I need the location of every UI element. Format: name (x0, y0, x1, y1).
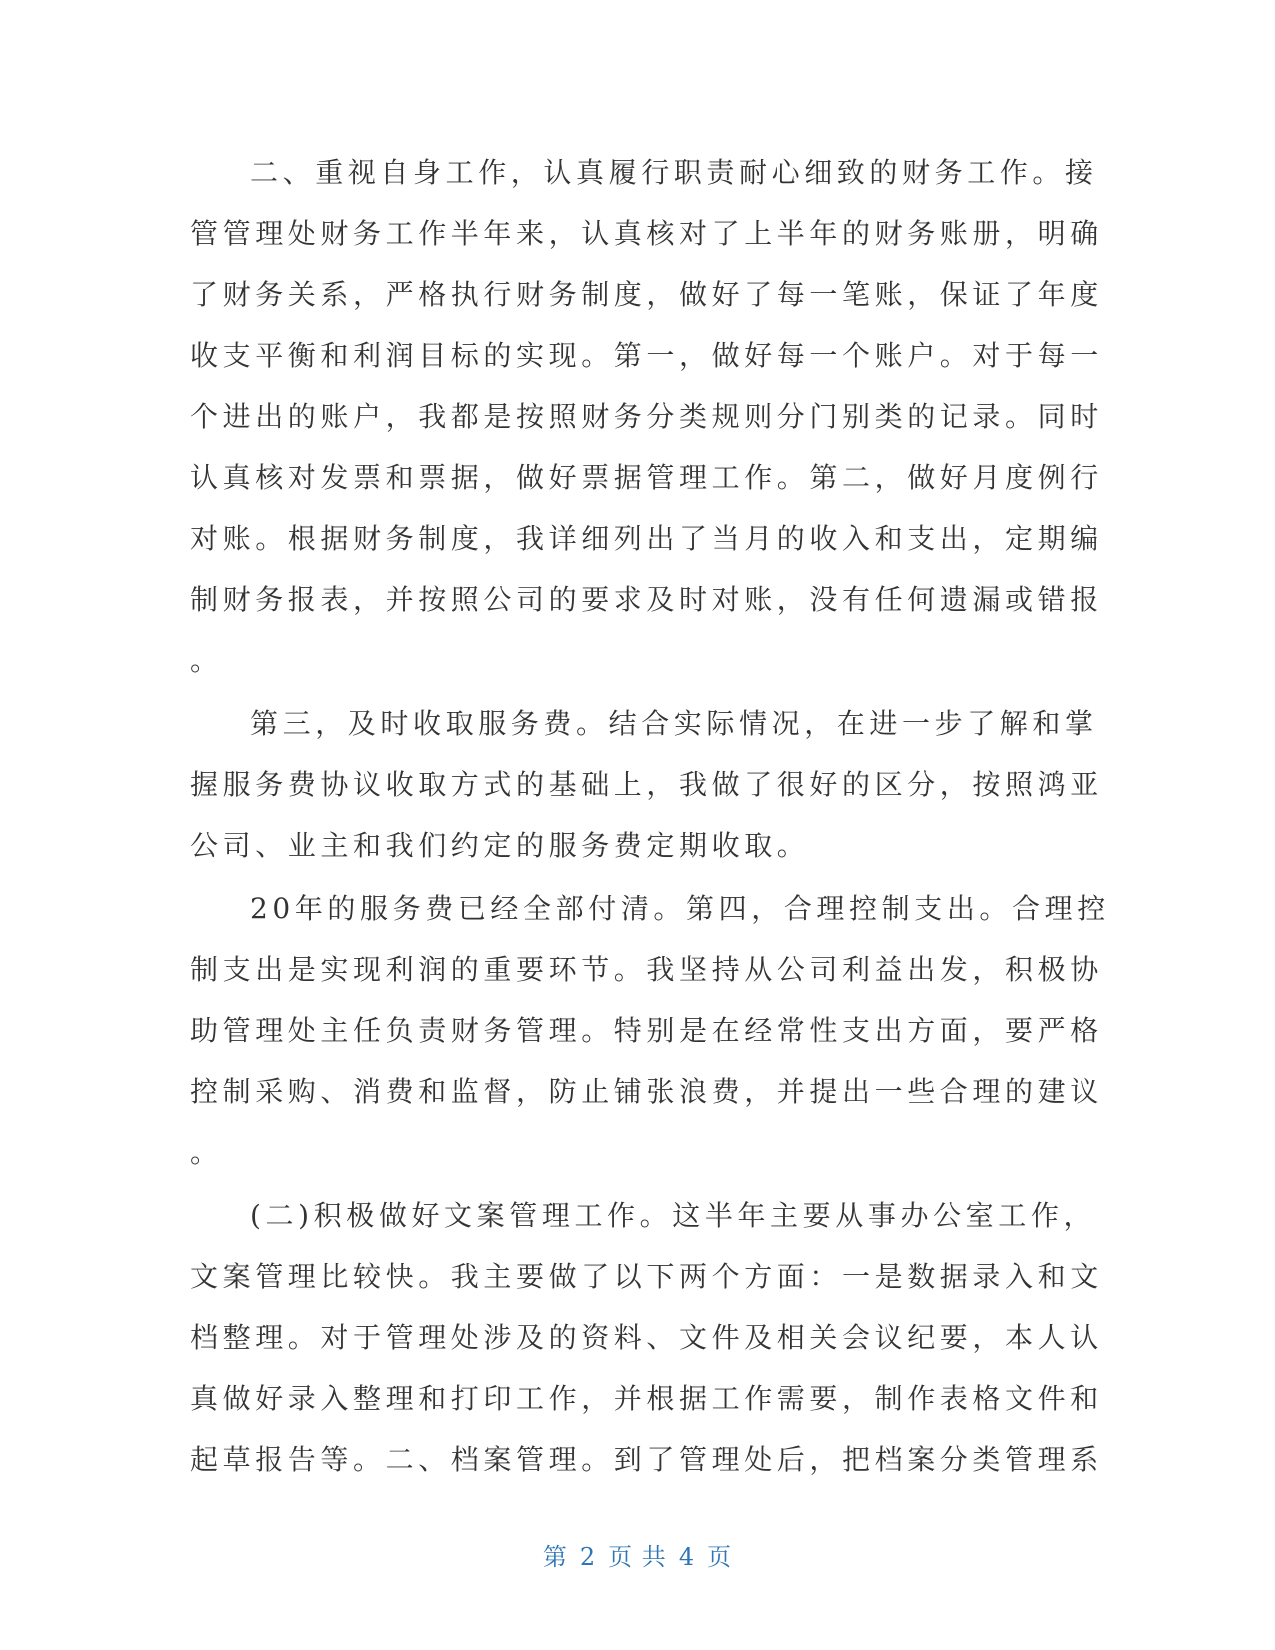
footer-prefix: 第 (542, 1543, 568, 1571)
footer-page-number: 2 (579, 1543, 597, 1571)
text-line: 20年的服务费已经全部付清。第四，合理控制支出。合理控 (250, 892, 1110, 925)
footer-middle: 页 共 (608, 1543, 667, 1571)
text-line: 制支出是实现利润的重要环节。我坚持从公司利益出发，积极协 (190, 953, 1103, 986)
page-footer (0, 1537, 1275, 1572)
text-line: 。 (190, 1136, 223, 1169)
text-line: 公司、业主和我们约定的服务费定期收取。 (190, 829, 810, 862)
text-line: 收支平衡和利润目标的实现。第一，做好每一个账户。对于每一 (190, 339, 1103, 372)
text-line: 管管理处财务工作半年来，认真核对了上半年的财务账册，明确 (190, 217, 1103, 250)
text-line: 。 (190, 644, 223, 677)
text-line: 控制采购、消费和监督，防止铺张浪费，并提出一些合理的建议 (190, 1075, 1103, 1108)
footer-suffix: 页 (707, 1543, 733, 1571)
text-line: 真做好录入整理和打印工作，并根据工作需要，制作表格文件和 (190, 1382, 1103, 1415)
text-line: 个进出的账户，我都是按照财务分类规则分门别类的记录。同时 (190, 400, 1103, 433)
text-line: 起草报告等。二、档案管理。到了管理处后，把档案分类管理系 (190, 1443, 1103, 1476)
text-line: (二)积极做好文案管理工作。这半年主要从事办公室工作， (250, 1199, 1097, 1232)
text-line: 认真核对发票和票据，做好票据管理工作。第二，做好月度例行 (190, 461, 1103, 494)
text-line: 助管理处主任负责财务管理。特别是在经常性支出方面，要严格 (190, 1014, 1103, 1047)
text-line: 握服务费协议收取方式的基础上，我做了很好的区分，按照鸿亚 (190, 768, 1103, 801)
text-line: 了财务关系，严格执行财务制度，做好了每一笔账，保证了年度 (190, 278, 1103, 311)
footer-total-pages: 4 (678, 1543, 696, 1571)
text-line: 文案管理比较快。我主要做了以下两个方面：一是数据录入和文 (190, 1260, 1103, 1293)
document-body (190, 142, 1110, 1490)
text-line: 制财务报表，并按照公司的要求及时对账，没有任何遗漏或错报 (190, 583, 1103, 616)
text-line: 档整理。对于管理处涉及的资料、文件及相关会议纪要，本人认 (190, 1321, 1103, 1354)
text-line: 二、重视自身工作，认真履行职责耐心细致的财务工作。接 (250, 156, 1098, 189)
text-line: 对账。根据财务制度，我详细列出了当月的收入和支出，定期编 (190, 522, 1103, 555)
text-line: 第三，及时收取服务费。结合实际情况，在进一步了解和掌 (250, 707, 1098, 740)
